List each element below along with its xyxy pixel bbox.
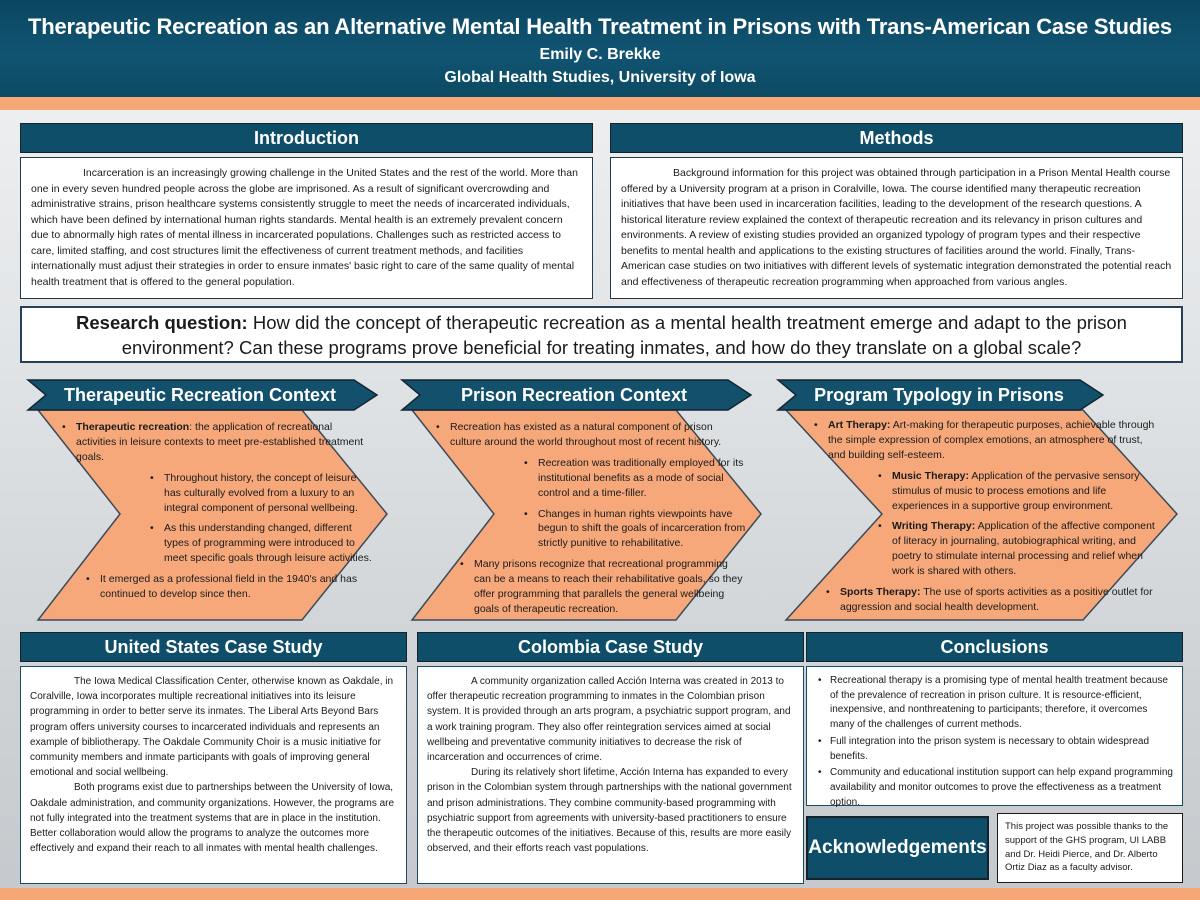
introduction-heading: Introduction [20, 123, 593, 153]
bullet-item: • It emerged as a professional field in the 1940's and has continued to develop since then. [84, 572, 372, 602]
section-content [434, 420, 746, 623]
section-content [60, 420, 372, 608]
poster-banner [0, 0, 1200, 97]
introduction-paragraph: Incarceration is an increasingly growing challenge in the United States and the rest of the world. More than one in every seven hundred people across the globe are imprisoned. As a result of significant overcrowding and administrative strains, prison healthcare systems consistently struggle to meet the needs of incarcerated individuals, which have been defined by international human rights standards. Mental health is an extremely prevalent concern due to abnormally high rates of mental illness in incarcerated populations. Challenges such as restricted access to care, limited staffing, and cost structures limit the effectiveness of current treatment methods, and facilities internationally must adjust their strategies in order to ensure inmates' basic right to care of the same quality of mental health treatment that is offered to the general population. [31, 167, 578, 288]
methods-heading: Methods [610, 123, 1183, 153]
conclusions-heading: Conclusions [806, 632, 1183, 662]
methods-paragraph: Background information for this project was obtained through participation in a Prison Mental Health course offered by a University program at a prison in Coralville, Iowa. The course identified many therapeutic recreation initiatives that have been used in incarceration facilities, leading to the development of the research questions. A historical literature review explained the context of therapeutic recreation and its relevancy in prison cultures and environments. A review of existing studies provided an organized typology of program types and their respective benefits to mental health and applications to the existing structures of facilities around the world. Finally, Trans-American case studies on two initiatives with different levels of systematic integration demonstrated the potential reach and effectiveness of therapeutic recreation programming when approached from various angles. [621, 167, 1172, 288]
bullet-item: • Full integration into the prison system is necessary to obtain widespread benefits. [816, 735, 1173, 764]
bullet-item: • Therapeutic recreation: the application of recreational activities in leisure contexts to meet pre-established treatment goals. [60, 420, 372, 465]
bullet-item: • Recreation was traditionally employed for its institutional benefits as a mode of social control and a time-filler. [522, 456, 746, 501]
bullet-list [812, 418, 1156, 615]
acknowledgements-text: This project was possible thanks to the support of the GHS program, UI LABB and Dr. Heidi Pierce, and Dr. Alberto Ortiz Diaz as a faculty advisor. [997, 813, 1183, 883]
accent-stripe-bottom [0, 888, 1200, 900]
bullet-item: • Art Therapy: Art-making for therapeutic purposes, achievable through the simple expression of complex emotions, an atmosphere of trust, and building self-esteem. [812, 418, 1156, 463]
bullet-item: • Changes in human rights viewpoints have begun to shift the goals of incarceration from strictly punitive to rehabilitative. [522, 507, 746, 552]
colombia-case-study-body [417, 666, 804, 884]
bullet-list [60, 420, 372, 602]
colombia-case-study-heading: Colombia Case Study [417, 632, 804, 662]
poster-affiliation: Global Health Studies, University of Iowa [444, 69, 756, 86]
bullet-item: • Recreational therapy is a promising type of mental health treatment because of the prevalence of recreation in prison culture. It is resource-efficient, inexpensive, and nonthreatening to participants; therefore, it overcomes many of the challenges of current methods. [816, 674, 1173, 733]
acknowledgements-heading: Acknowledgements [806, 816, 989, 880]
us-case-paragraph-2: Both programs exist due to partnerships between the University of Iowa, Oakdale administration, and community organizations. However, the programs are not fully integrated into the treatment systems that are in place in the institution. Better collaboration would allow the programs to analyze the outcomes more effectively and expand their reach to all inmates with mental health challenges. [30, 782, 395, 855]
bullet-item: • Music Therapy: Application of the pervasive sensory stimulus of music to process emotions and life experiences in a supportive group environment. [876, 469, 1156, 514]
section-heading: Program Typology in Prisons [814, 385, 1064, 405]
therapeutic-recreation-context-section [20, 378, 392, 624]
conclusions-list [816, 674, 1173, 810]
research-question-text: Research question: How did the concept of therapeutic recreation as a mental health treatment emerge and adapt to the prison environment? Can these programs prove beneficial for treating inmates, and how do they translate on a global scale? [76, 311, 1127, 358]
bullet-item: • Community and educational institution support can help expand programming availability and monitor outcomes to prove the effectiveness as a treatment option. [816, 766, 1173, 810]
bullet-item: • As this understanding changed, different types of programming were introduced to meet specific goals through leisure activities. [148, 521, 372, 566]
bullet-item: • Many prisons recognize that recreational programming can be a means to reach their rehabilitative goals, so they offer programming that parallels the general wellbeing goals of therapeutic recreation. [458, 557, 746, 617]
introduction-body [20, 157, 593, 299]
section-heading: Prison Recreation Context [460, 385, 688, 405]
us-case-study-body [20, 666, 407, 884]
bullet-item: • Recreation has existed as a natural component of prison culture around the world throughout most of recent history. [434, 420, 746, 450]
bullet-item: • Writing Therapy: Application of the affective component of literacy in journaling, autobiographical writing, and poetry to stimulate internal processing and relief when work is shared with others. [876, 519, 1156, 579]
section-content [812, 418, 1156, 621]
accent-stripe-top [0, 97, 1200, 110]
colombia-case-paragraph-1: A community organization called Acción Interna was created in 2013 to offer therapeutic recreation programming to inmates in the Colombian prison system. It is provided through an arts program, a psychiatric support program, and a work training program. They also offer reintegration services aimed at social wellbeing and preventative community initiatives to decrease the risk of incarceration and occurrences of crime. [427, 676, 791, 764]
research-question-box [20, 306, 1183, 363]
poster-title: Therapeutic Recreation as an Alternative Mental Health Treatment in Prisons with Trans-American Case Studies [28, 14, 1172, 39]
program-typology-section [768, 378, 1182, 624]
methods-body [610, 157, 1183, 299]
research-question-label: Research question: [76, 311, 248, 333]
conclusions-body [806, 666, 1183, 806]
bullet-item: • Throughout history, the concept of leisure has culturally evolved from a luxury to an integral component of personal wellbeing. [148, 471, 372, 516]
bullet-item: • Sports Therapy: The use of sports activities as a positive outlet for aggression and social health development. [824, 585, 1156, 615]
us-case-paragraph-1: The Iowa Medical Classification Center, otherwise known as Oakdale, in Coralville, Iowa incorporates multiple recreational initiatives into its leisure programming in order to better serve its inmates. The Liberal Arts Beyond Bars program offers university courses to incarcerated individuals and represents an example of bibliotherapy. The Oakdale Community Choir is a music initiative for community members and inmate participants with goals of improving general emotional and social wellbeing. [30, 676, 394, 779]
bullet-list [434, 420, 746, 617]
poster-author: Emily C. Brekke [539, 46, 661, 63]
colombia-case-paragraph-2: During its relatively short lifetime, Acción Interna has expanded to every prison in the Colombian system through partnerships with the national government and prison administrations. They combine community-based programming with psychiatric support from agreements with university-based practitioners to ensure the therapeutic outcomes of the initiatives. Because of this, results are more easily observed, and their efforts reach vast populations. [427, 767, 792, 855]
section-heading: Therapeutic Recreation Context [63, 385, 337, 405]
prison-recreation-context-section [394, 378, 766, 624]
us-case-study-heading: United States Case Study [20, 632, 407, 662]
